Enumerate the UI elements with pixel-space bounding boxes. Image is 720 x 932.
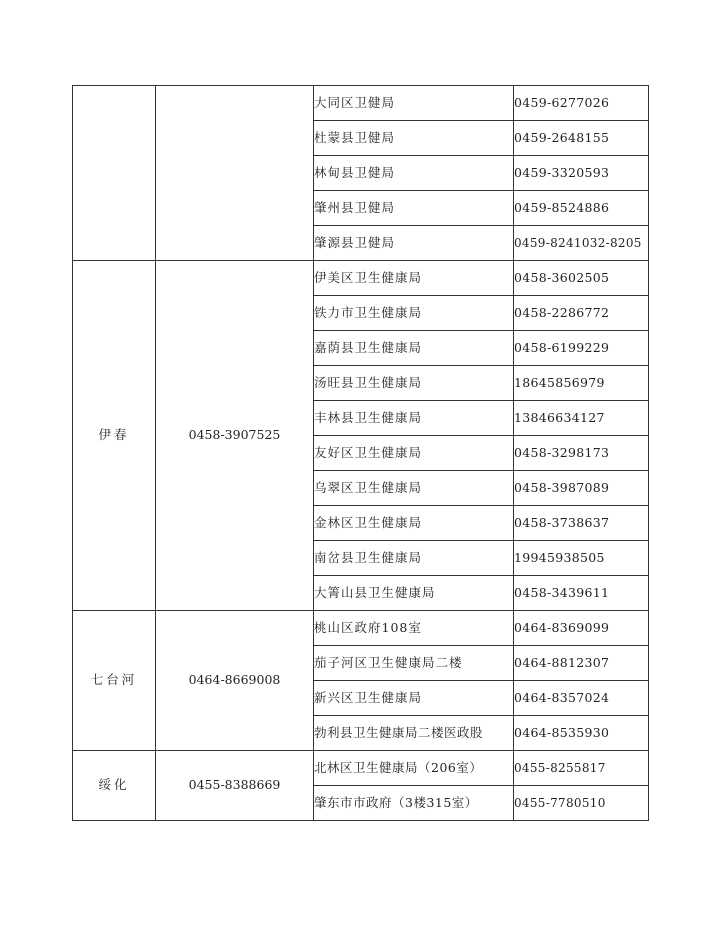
office-cell: 大同区卫健局: [314, 86, 514, 121]
office-phone-cell: 0464-8369099: [514, 611, 649, 646]
table-row: [73, 261, 649, 296]
office-phone-cell: 13846634127: [514, 401, 649, 436]
office-cell: 林甸县卫健局: [314, 156, 514, 191]
office-phone-cell: 0458-3987089: [514, 471, 649, 506]
contact-table: [72, 85, 649, 821]
office-phone-cell: 0458-6199229: [514, 331, 649, 366]
office-cell: 北林区卫生健康局（206室）: [314, 751, 514, 786]
office-phone-cell: 0459-8524886: [514, 191, 649, 226]
office-phone-cell: 0459-6277026: [514, 86, 649, 121]
office-cell: 大箐山县卫生健康局: [314, 576, 514, 611]
table-row: [73, 86, 649, 121]
office-cell: 伊美区卫生健康局: [314, 261, 514, 296]
office-cell: 勃利县卫生健康局二楼医政股: [314, 716, 514, 751]
office-phone-cell: 0455-7780510: [514, 786, 649, 821]
city-cell: 七台河: [73, 611, 156, 751]
office-phone-cell: 0464-8357024: [514, 681, 649, 716]
office-phone-cell: 0464-8535930: [514, 716, 649, 751]
office-cell: 南岔县卫生健康局: [314, 541, 514, 576]
office-phone-cell: 0459-8241032-8205: [514, 226, 649, 261]
office-phone-cell: 0458-3602505: [514, 261, 649, 296]
office-phone-cell: 0458-3298173: [514, 436, 649, 471]
city-phone-cell: 0455-8388669: [156, 751, 314, 821]
office-phone-cell: 0458-3439611: [514, 576, 649, 611]
table-row: [73, 751, 649, 786]
office-cell: 肇州县卫健局: [314, 191, 514, 226]
office-cell: 金林区卫生健康局: [314, 506, 514, 541]
office-phone-cell: 0458-3738637: [514, 506, 649, 541]
office-phone-cell: 0458-2286772: [514, 296, 649, 331]
city-phone-cell: 0458-3907525: [156, 261, 314, 611]
office-cell: 友好区卫生健康局: [314, 436, 514, 471]
office-phone-cell: 0464-8812307: [514, 646, 649, 681]
table-row: [73, 611, 649, 646]
office-cell: 新兴区卫生健康局: [314, 681, 514, 716]
city-phone-cell: [156, 86, 314, 261]
office-cell: 铁力市卫生健康局: [314, 296, 514, 331]
office-cell: 茄子河区卫生健康局二楼: [314, 646, 514, 681]
office-cell: 嘉荫县卫生健康局: [314, 331, 514, 366]
city-cell: 伊春: [73, 261, 156, 611]
city-phone-cell: 0464-8669008: [156, 611, 314, 751]
office-cell: 汤旺县卫生健康局: [314, 366, 514, 401]
city-cell: 绥化: [73, 751, 156, 821]
office-cell: 肇东市市政府（3楼315室）: [314, 786, 514, 821]
city-cell: [73, 86, 156, 261]
office-cell: 乌翠区卫生健康局: [314, 471, 514, 506]
office-cell: 肇源县卫健局: [314, 226, 514, 261]
office-phone-cell: 19945938505: [514, 541, 649, 576]
office-phone-cell: 0459-3320593: [514, 156, 649, 191]
office-phone-cell: 18645856979: [514, 366, 649, 401]
office-cell: 杜蒙县卫健局: [314, 121, 514, 156]
office-cell: 丰林县卫生健康局: [314, 401, 514, 436]
office-phone-cell: 0459-2648155: [514, 121, 649, 156]
office-cell: 桃山区政府108室: [314, 611, 514, 646]
office-phone-cell: 0455-8255817: [514, 751, 649, 786]
